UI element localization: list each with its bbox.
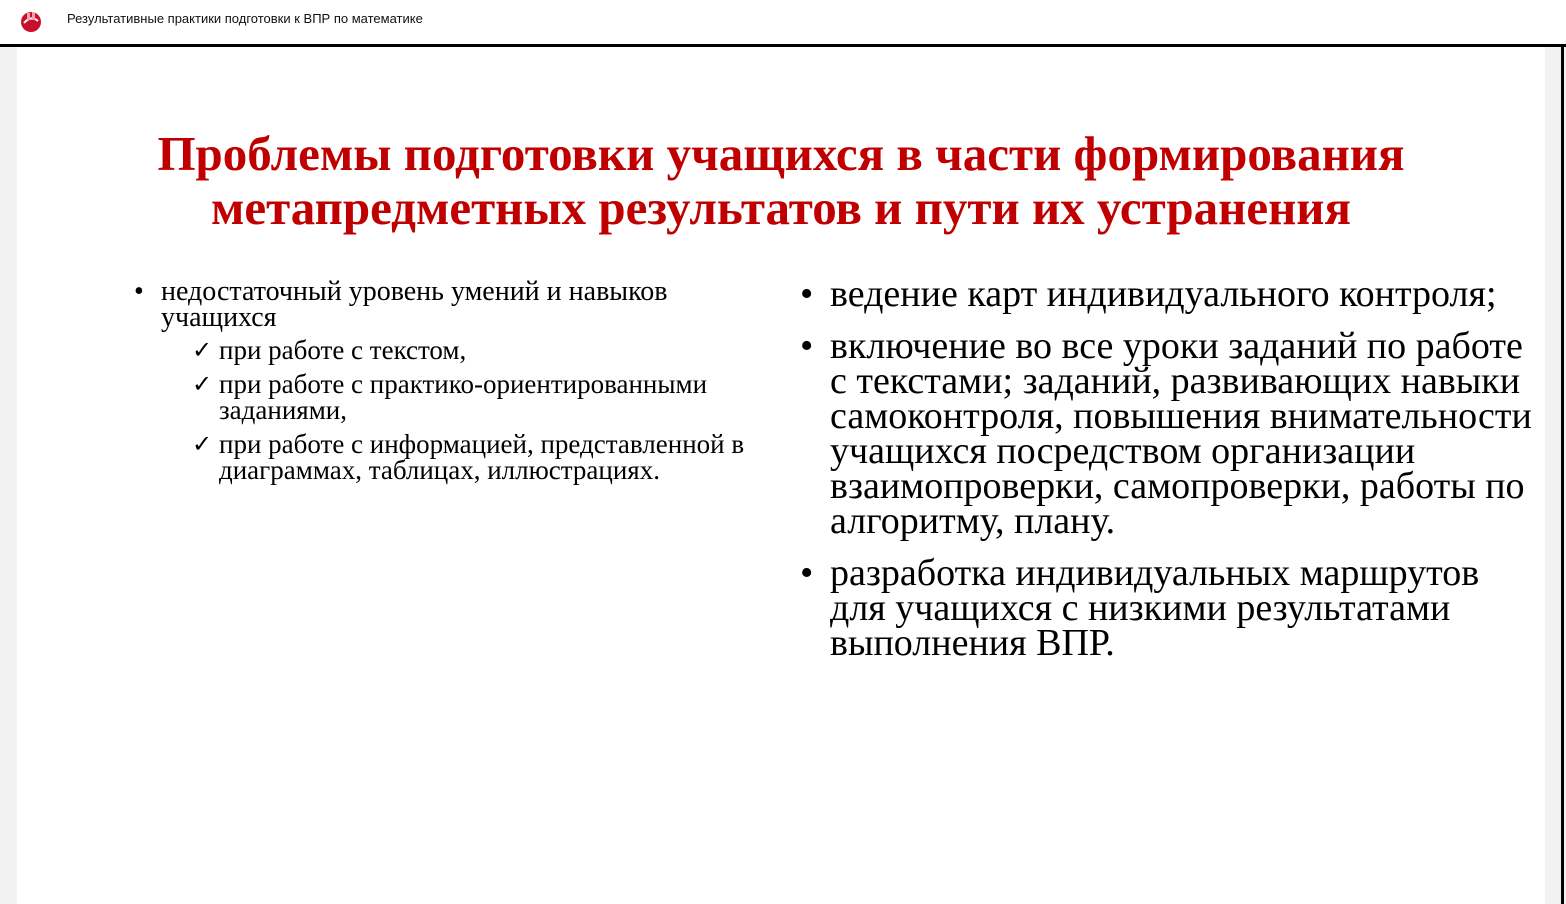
solutions-column: [800, 273, 1540, 678]
slide: [17, 47, 1545, 904]
presentation-logo-icon[interactable]: [19, 9, 43, 33]
slide-title-line: метапредметных результатов и пути их устранения: [210, 180, 1352, 235]
sub-list-item: [192, 431, 774, 483]
checkmark-icon: ✓: [192, 430, 213, 458]
sub-list-item: [192, 337, 774, 363]
slide-title: [17, 127, 1545, 235]
document-title: Результативные практики подготовки к ВПР по математике: [67, 11, 423, 26]
bullet-icon: •: [800, 273, 814, 315]
solution-item: [800, 325, 1540, 542]
sub-list-item: [192, 371, 774, 423]
problem-item: [134, 276, 774, 333]
bullet-icon: •: [800, 552, 814, 594]
slide-title-line: Проблемы подготовки учащихся в части формирования: [157, 126, 1405, 181]
solution-item: [800, 273, 1540, 315]
solution-text: включение во все уроки заданий по работе с текстами; заданий, развивающих навыки самоконтроля, повышения внимательности учащихся посредством организации взаимопроверки, самопроверки, работы по алгоритму, плану.: [830, 325, 1532, 542]
problems-column: [134, 276, 774, 491]
problem-text: недостаточный уровень умений и навыков учащихся: [161, 276, 668, 333]
sub-item-text: при работе с практико-ориентированными заданиями,: [219, 369, 708, 425]
solution-item: [800, 552, 1540, 664]
solution-text: разработка индивидуальных маршрутов для учащихся с низкими результатами выполнения ВПР.: [830, 552, 1480, 664]
solution-text: ведение карт индивидуального контроля;: [830, 273, 1497, 315]
sub-item-text: при работе с текстом,: [219, 335, 467, 365]
app-header: [0, 0, 1566, 44]
problem-sub-list: [192, 337, 774, 483]
checkmark-icon: ✓: [192, 370, 213, 398]
bullet-icon: •: [134, 276, 144, 307]
sub-item-text: при работе с информацией, представленной в диаграммах, таблицах, иллюстрациях.: [219, 429, 745, 485]
bullet-icon: •: [800, 325, 814, 367]
viewer-border: [1561, 44, 1564, 904]
checkmark-icon: ✓: [192, 336, 213, 364]
